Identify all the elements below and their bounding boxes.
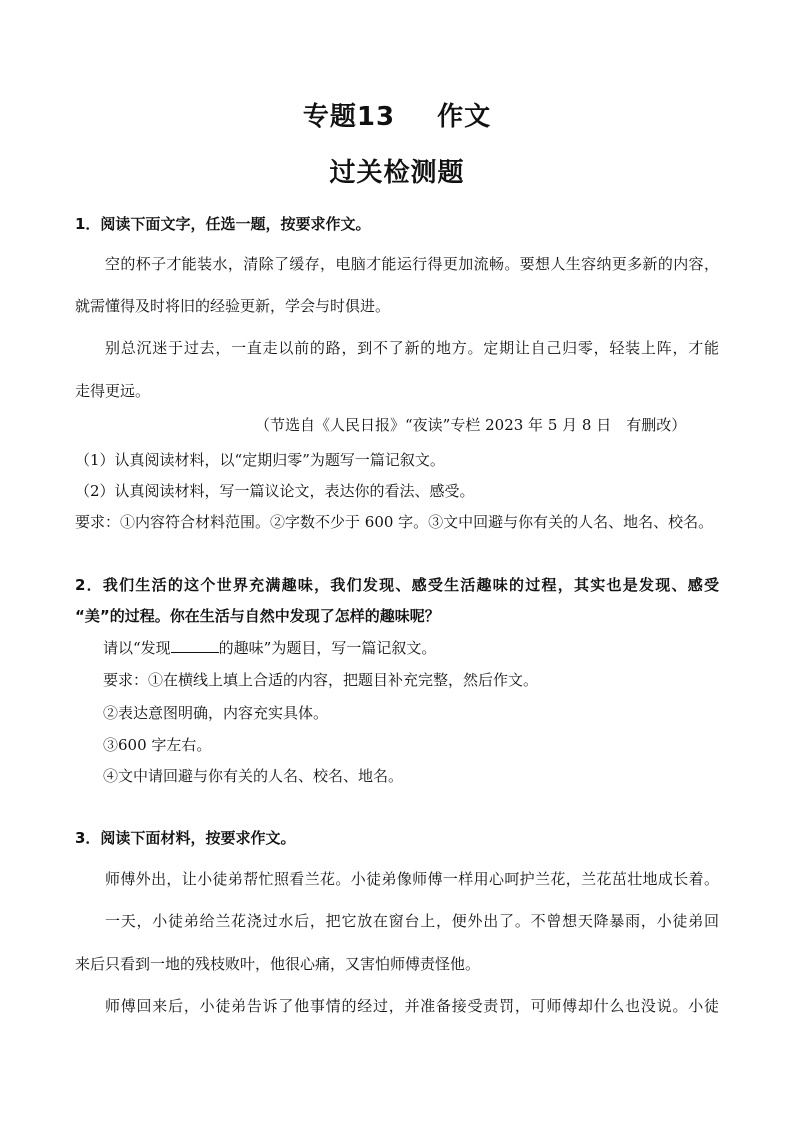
q3-heading: 3．阅读下面材料，按要求作文。 <box>75 829 296 847</box>
q1-paragraph2-line2: 走得更远。 <box>75 382 151 400</box>
q1-source-note: （节选自《人民日报》“夜读”专栏 2023 年 5 月 8 日 有删改） <box>255 416 687 434</box>
title-blank-line <box>171 638 219 653</box>
q1-heading: 1．阅读下面文字，任选一题，按要求作文。 <box>75 215 371 233</box>
q1-option-1: （1）认真阅读材料，以“定期归零”为题写一篇记叙文。 <box>75 451 445 469</box>
q2-heading-line2: “美”的过程。你在生活与自然中发现了怎样的趣味呢？ <box>75 607 440 625</box>
q2-requirement-2: ②表达意图明确，内容充实具体。 <box>103 704 329 722</box>
q2-prompt <box>103 638 436 658</box>
q3-line-2: 一天，小徒弟给兰花浇过水后，把它放在窗台上，便外出了。不曾想天降暴雨，小徒弟回 <box>105 912 719 930</box>
topic-name: 作文 <box>437 102 492 132</box>
q1-paragraph2-line1: 别总沉迷于过去，一直走以前的路，到不了新的地方。定期让自己归零，轻装上阵，才能 <box>105 339 719 357</box>
q1-paragraph1-line2: 就需懂得及时将旧的经验更新，学会与时俱进。 <box>75 297 391 315</box>
page-title <box>0 96 794 133</box>
page-subtitle: 过关检测题 <box>329 158 465 188</box>
q2-heading-line1: 2．我们生活的这个世界充满趣味，我们发现、感受生活趣味的过程，其实也是发现、感受 <box>75 576 719 594</box>
q1-option-2: （2）认真阅读材料，写一篇议论文，表达你的看法、感受。 <box>75 482 475 500</box>
q2-requirement-3: ③600 字左右。 <box>103 736 212 754</box>
q3-line-4: 师傅回来后，小徒弟告诉了他事情的经过，并准备接受责罚，可师傅却什么也没说。小徒 <box>105 997 719 1015</box>
q1-paragraph1-line1: 空的杯子才能装水，清除了缓存，电脑才能运行得更加流畅。要想人生容纳更多新的内容， <box>105 255 719 273</box>
topic-number: 专题13 <box>302 102 396 132</box>
q2-prompt-after: 的趣味”为题目，写一篇记叙文。 <box>218 639 437 657</box>
q2-requirement-4: ④文中请回避与你有关的人名、校名、地名。 <box>103 767 404 785</box>
q2-requirement-1: 要求：①在横线上填上合适的内容，把题目补充完整，然后作文。 <box>103 671 539 689</box>
q1-requirement: 要求：①内容符合材料范围。②字数不少于 600 字。③文中回避与你有关的人名、地名、校名。 <box>75 513 714 531</box>
q3-line-1: 师傅外出，让小徒弟帮忙照看兰花。小徒弟像师傅一样用心呵护兰花，兰花茁壮地成长着。 <box>105 870 719 888</box>
q2-prompt-before: 请以“发现 <box>103 639 171 657</box>
q3-line-3: 来后只看到一地的残枝败叶，他很心痛，又害怕师傅责怪他。 <box>75 955 481 973</box>
